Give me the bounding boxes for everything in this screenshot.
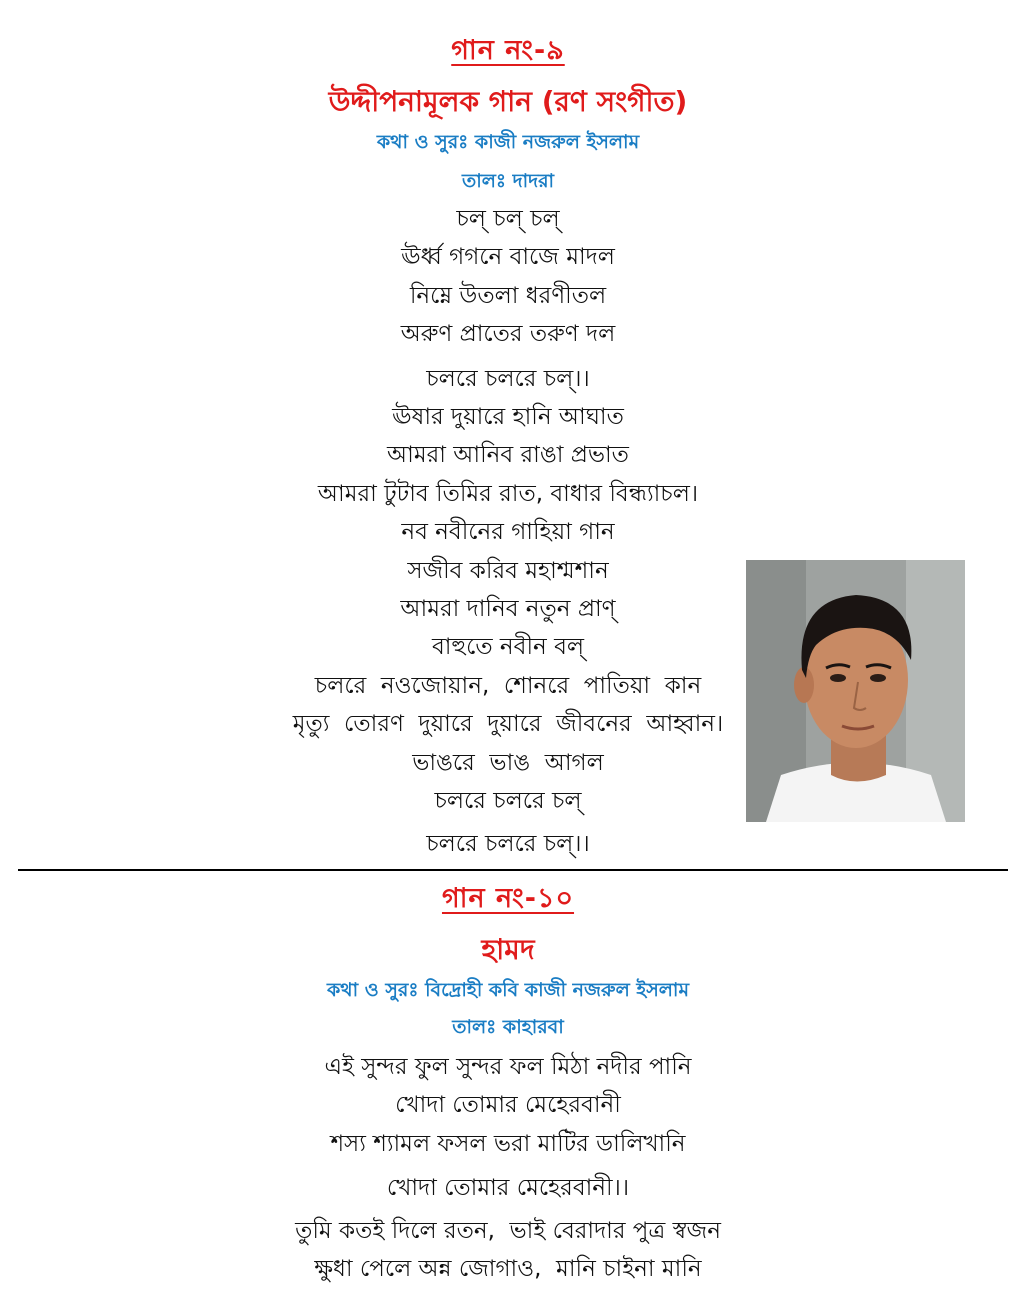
song10-credit-wrap [0, 976, 1016, 1008]
song10-title-wrap [0, 928, 1016, 975]
lyric-line: চলরে চলরে চল্‌ [434, 788, 582, 815]
lyric-line: আমরা দানিব নতুন প্রাণ্‌ [400, 596, 616, 623]
song10-tala: তালঃ কাহারবা [452, 1016, 564, 1038]
song10-title: হামদ [481, 933, 535, 966]
portrait-photo [746, 560, 965, 822]
lyric-line: এই সুন্দর ফুল সুন্দর ফল মিঠা নদীর পানি [324, 1054, 692, 1080]
song9-title: উদ্দীপনামূলক গান (রণ সংগীত) [328, 85, 688, 118]
lyric-line: খোদা তোমার মেহেরবানী [395, 1092, 621, 1119]
song9-lyrics-by: কথা ও সুরঃ কাজী নজরুল ইসলাম [376, 131, 640, 153]
song9-number: গান নং-৯ [451, 35, 565, 66]
lyric-line: চল্‌ চল্‌ চল্‌ [456, 206, 560, 232]
song9-tala-wrap [0, 167, 1016, 199]
lyric-line: তুমি কতই দিলে রতন, ভাই বেরাদার পুত্র স্বজন [295, 1217, 721, 1244]
lyric-line: মৃত্যু তোরণ দুয়ারে দুয়ারে জীবনের আহ্বান। [292, 711, 724, 738]
song10-number: গান নং-১০ [441, 883, 575, 914]
lyric-line: ঊষার দুয়ারে হানি আঘাত [392, 404, 624, 431]
lyric-line: ভাঙরে ভাঙ আগল [412, 749, 604, 776]
song10-lyrics-by: কথা ও সুরঃ বিদ্রোহী কবি কাজী নজরুল ইসলাম [327, 979, 689, 1001]
lyric-line: চলরে চলরে চল্‌।। [426, 830, 590, 857]
song10-lyrics [0, 1048, 1016, 1288]
song10-tala-wrap [0, 1013, 1016, 1045]
song9-tala: তালঃ দাদরা [461, 170, 555, 192]
lyric-line: ক্ষুধা পেলে অন্ন জোগাও, মানি চাইনা মানি [314, 1256, 702, 1283]
lyric-line: খোদা তোমার মেহেরবানী।। [386, 1175, 630, 1202]
song9-title-wrap [0, 80, 1016, 127]
lyric-line: চলরে নওজোয়ান, শোনরে পাতিয়া কান [314, 672, 702, 699]
lyric-line: আমরা আনিব রাঙা প্রভাত [387, 442, 629, 469]
lyric-line: নব নবীনের গাহিয়া গান [401, 519, 615, 546]
song9-credit-wrap [0, 128, 1016, 160]
portrait-icon [746, 560, 965, 822]
lyric-line: সজীব করিব মহাশ্মশান [407, 557, 609, 584]
lyric-line: নিম্নে উতলা ধরণীতল [409, 282, 607, 309]
lyric-line: শস্য শ্যামল ফসল ভরা মাটির ডালিখানি [330, 1130, 686, 1157]
lyric-line: বাহুতে নবীন বল্‌ [431, 634, 585, 661]
lyric-line: ঊর্ধ্ব গগনে বাজে মাদল [401, 244, 615, 271]
section-divider [18, 869, 1008, 871]
lyric-line: আমরা টুটাব তিমির রাত, বাধার বিন্ধ্যাচল। [317, 480, 699, 507]
lyric-line: চলরে চলরে চল্‌।। [426, 365, 590, 392]
song10-header [0, 878, 1016, 923]
lyric-line: অরুণ প্রাতের তরুণ দল [400, 321, 616, 348]
song9-header [0, 30, 1016, 75]
